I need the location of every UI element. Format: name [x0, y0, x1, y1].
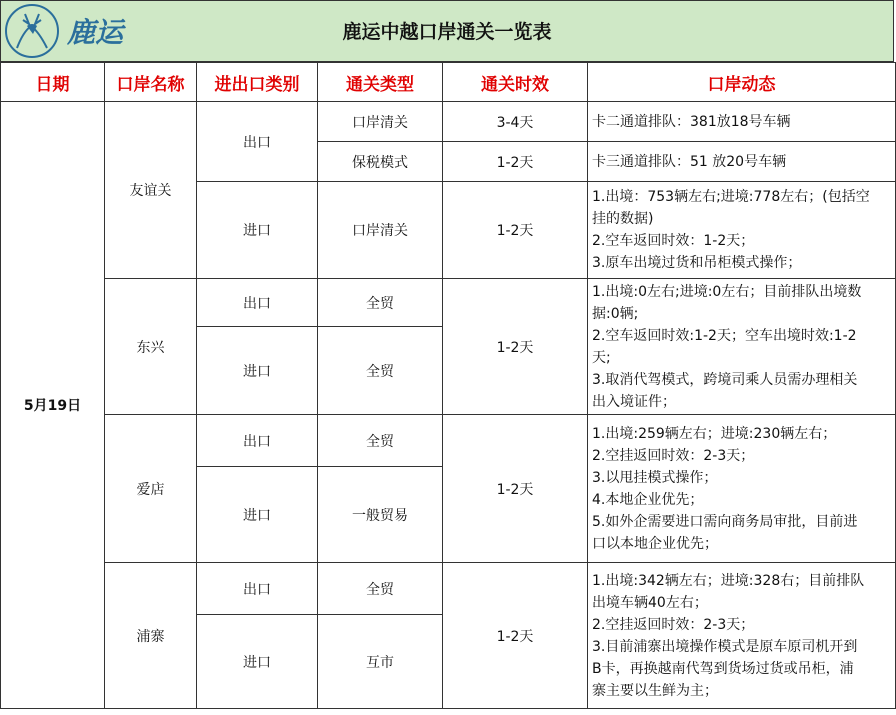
- clearance-type-cell: 全贸: [318, 327, 443, 415]
- clearance-type-cell: 口岸清关: [318, 182, 443, 279]
- dynamic-line: 1.出境:259辆左右；进境:230辆左右；: [592, 425, 837, 442]
- dynamic-line: 寨主要以生鲜为主；: [592, 682, 718, 699]
- clearance-time-cell: 1-2天: [443, 142, 588, 182]
- dynamic-line: 3.原车出境过货和吊柜模式操作；: [592, 255, 802, 271]
- port-dynamic-cell: [588, 415, 896, 563]
- column-header-clearance-time: 通关时效: [443, 63, 588, 102]
- title-bar: [0, 0, 894, 62]
- clearance-time-cell: 3-4天: [443, 102, 588, 142]
- port-name-cell: 东兴: [105, 279, 197, 415]
- dynamic-line: 挂的数据): [592, 211, 654, 227]
- direction-cell: 出口: [197, 563, 318, 615]
- port-dynamic-cell: [588, 182, 896, 279]
- date-cell: 5月19日: [1, 102, 105, 709]
- clearance-type-cell: 一般贸易: [318, 467, 443, 563]
- column-header-direction: 进出口类别: [197, 63, 318, 102]
- dynamic-line: 卡二通道排队：381放18号车辆: [592, 113, 791, 130]
- column-header-clearance-type: 通关类型: [318, 63, 443, 102]
- dynamic-line: 1.出境：753辆左右;进境:778左右；(包括空: [592, 189, 870, 205]
- direction-cell: 出口: [197, 102, 318, 182]
- clearance-time-cell: 1-2天: [443, 563, 588, 709]
- dynamic-line: 2.空车返回时效:1-2天；空车出境时效:1-2: [592, 327, 857, 344]
- clearance-time-cell: 1-2天: [443, 415, 588, 563]
- dynamic-line: 2.空挂返回时效：2-3天；: [592, 447, 755, 464]
- direction-cell: 进口: [197, 615, 318, 709]
- table-row: [1, 415, 896, 467]
- direction-cell: 进口: [197, 327, 318, 415]
- clearance-time-cell: 1-2天: [443, 279, 588, 415]
- clearance-time-cell: 1-2天: [443, 182, 588, 279]
- dynamic-line: 1.出境:0左右;进境:0左右；目前排队出境数: [592, 283, 862, 300]
- dynamic-line: 据:0辆;: [592, 305, 639, 322]
- clearance-type-cell: 保税模式: [318, 142, 443, 182]
- page-title: 鹿运中越口岸通关一览表: [342, 21, 552, 43]
- port-dynamic-cell: [588, 279, 896, 415]
- table-row: [1, 279, 896, 327]
- column-header-port: 口岸名称: [105, 63, 197, 102]
- port-name-cell: 爱店: [105, 415, 197, 563]
- clearance-type-cell: 全贸: [318, 279, 443, 327]
- clearance-type-cell: 互市: [318, 615, 443, 709]
- port-name-cell: 浦寨: [105, 563, 197, 709]
- dynamic-line: 3.目前浦寨出境操作模式是原车原司机开到: [592, 638, 858, 655]
- dynamic-line: 5.如外企需要进口需向商务局审批，目前进: [592, 513, 858, 530]
- direction-cell: 出口: [197, 415, 318, 467]
- clearance-type-cell: 全贸: [318, 563, 443, 615]
- dynamic-line: 4.本地企业优先；: [592, 491, 704, 508]
- dynamic-line: 2.空挂返回时效：2-3天；: [592, 616, 755, 633]
- dynamic-line: 出境车辆40左右；: [592, 594, 708, 611]
- dynamic-line: 2.空车返回时效：1-2天；: [592, 233, 755, 249]
- dynamic-line: 3.取消代驾模式，跨境司乘人员需办理相关: [592, 371, 858, 388]
- column-header-port-dynamics: 口岸动态: [588, 63, 896, 102]
- dynamic-line: 出入境证件；: [592, 393, 676, 410]
- dynamic-line: 天;: [592, 349, 611, 366]
- dynamic-line: B卡，再换越南代驾到货场过货或吊柜，浦: [592, 660, 854, 677]
- table-row: [1, 102, 896, 142]
- port-name-cell: 友谊关: [105, 102, 197, 279]
- port-dynamic-cell: [588, 102, 896, 142]
- clearance-type-cell: 全贸: [318, 415, 443, 467]
- column-header-date: 日期: [1, 63, 105, 102]
- dynamic-line: 3.以甩挂模式操作；: [592, 469, 718, 486]
- table-row: [1, 563, 896, 615]
- port-dynamic-cell: [588, 563, 896, 709]
- direction-cell: 进口: [197, 467, 318, 563]
- dynamic-line: 卡三通道排队：51 放20号车辆: [592, 153, 787, 170]
- dynamic-line: 口以本地企业优先；: [592, 535, 718, 552]
- column-header-row: [1, 63, 896, 102]
- clearance-type-cell: 口岸清关: [318, 102, 443, 142]
- dynamic-line: 1.出境:342辆左右；进境:328右；目前排队: [592, 572, 865, 589]
- port-dynamic-cell: [588, 142, 896, 182]
- direction-cell: 进口: [197, 182, 318, 279]
- direction-cell: 出口: [197, 279, 318, 327]
- clearance-table: [0, 62, 896, 709]
- logo-text: 鹿运: [67, 16, 124, 49]
